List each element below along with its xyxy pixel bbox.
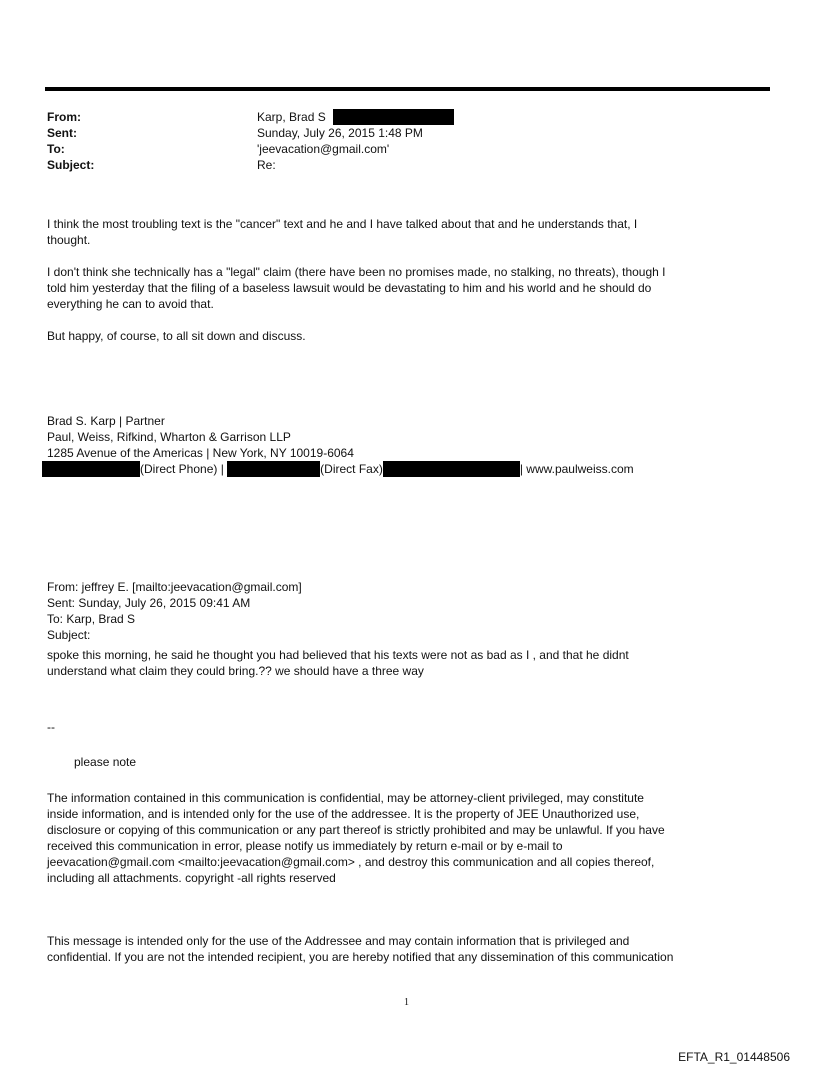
text-line: jeevacation@gmail.com <mailto:jeevacation@gmail.com> , and destroy this communication and all copies thereof, bbox=[47, 855, 655, 869]
confidentiality-notice bbox=[47, 790, 665, 886]
text-line: thought. bbox=[47, 233, 91, 247]
text-line: I don't think she technically has a "legal" claim (there have been no promises made, no stalking, no threats), though I bbox=[47, 265, 666, 279]
sent-value: Sunday, July 26, 2015 1:48 PM bbox=[257, 126, 423, 140]
to-label: To: bbox=[47, 142, 65, 156]
text-line: received this communication in error, please notify us immediately by return e-mail or by e-mail to bbox=[47, 839, 563, 853]
text-line: confidential. If you are not the intended recipient, you are hereby notified that any dissemination of this communication bbox=[47, 950, 674, 964]
please-note: please note bbox=[74, 755, 137, 769]
text-line: disclosure or copying of this communication or any part thereof is strictly prohibited and may be unlawful. If you have bbox=[47, 823, 665, 837]
signature-firm: Paul, Weiss, Rifkind, Wharton & Garrison LLP bbox=[47, 430, 291, 444]
subject-label: Subject: bbox=[47, 158, 95, 172]
fwd-to: To: Karp, Brad S bbox=[47, 612, 136, 626]
text-line: But happy, of course, to all sit down and discuss. bbox=[47, 329, 306, 343]
body-paragraph-1 bbox=[47, 216, 637, 248]
to-value: 'jeevacation@gmail.com' bbox=[257, 142, 390, 156]
redaction bbox=[42, 461, 140, 477]
text-line: I think the most troubling text is the "cancer" text and he and I have talked about that and he understands that, I bbox=[47, 217, 638, 231]
page-number: 1 bbox=[404, 997, 409, 1008]
document-id: EFTA_R1_01448506 bbox=[678, 1050, 790, 1064]
subject-value: Re: bbox=[257, 158, 276, 172]
text-line: understand what claim they could bring.?? we should have a three way bbox=[47, 664, 424, 678]
text-line: told him yesterday that the filing of a baseless lawsuit would be devastating to him and his world and he should do bbox=[47, 281, 652, 295]
redaction bbox=[383, 461, 520, 477]
sent-label: Sent: bbox=[47, 126, 77, 140]
text-line: The information contained in this communication is confidential, may be attorney-client privileged, may constitute bbox=[47, 791, 644, 805]
website-link[interactable]: | www.paulweiss.com bbox=[519, 462, 634, 476]
fax-label: (Direct Fax) bbox=[320, 462, 383, 476]
forwarded-body bbox=[47, 647, 629, 679]
from-label: From: bbox=[47, 110, 81, 124]
disclaimer bbox=[47, 933, 673, 965]
phone-label: (Direct Phone) | bbox=[140, 462, 224, 476]
from-value bbox=[257, 109, 454, 125]
signature-contact bbox=[42, 461, 634, 477]
fwd-from: From: jeffrey E. [mailto:jeevacation@gmail.com] bbox=[47, 580, 302, 594]
header-rule bbox=[45, 87, 770, 91]
text-line: This message is intended only for the use of the Addressee and may contain information that is privileged and bbox=[47, 934, 630, 948]
signature bbox=[47, 413, 354, 461]
body-paragraph-2 bbox=[47, 264, 666, 312]
forwarded-header bbox=[47, 579, 302, 643]
fwd-sent: Sent: Sunday, July 26, 2015 09:41 AM bbox=[47, 596, 251, 610]
signature-address: 1285 Avenue of the Americas | New York, NY 10019-6064 bbox=[47, 446, 354, 460]
redaction bbox=[227, 461, 320, 477]
text-line: spoke this morning, he said he thought you had believed that his texts were not as bad as I , and that he didnt bbox=[47, 648, 629, 662]
separator: -- bbox=[47, 720, 55, 734]
body-paragraph-3 bbox=[47, 328, 306, 344]
text-line: inside information, and is intended only for the use of the addressee. It is the property of JEE Unauthorized use, bbox=[47, 807, 640, 821]
from-name: Karp, Brad S bbox=[257, 110, 326, 124]
text-line: everything he can to avoid that. bbox=[47, 297, 214, 311]
text-line: including all attachments. copyright -all rights reserved bbox=[47, 871, 336, 885]
fwd-subject: Subject: bbox=[47, 628, 91, 642]
redaction bbox=[333, 109, 454, 125]
signature-name: Brad S. Karp | Partner bbox=[47, 414, 165, 428]
